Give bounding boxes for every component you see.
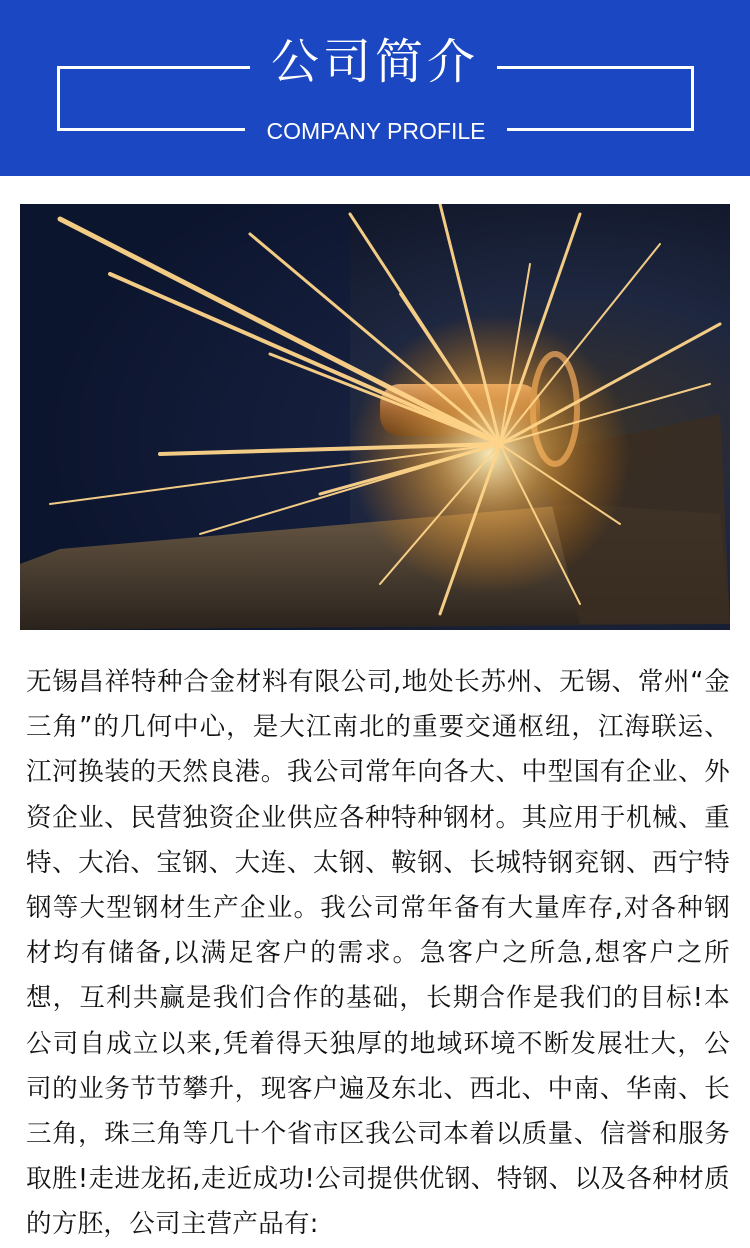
page-header: [0, 0, 750, 176]
subtitle-wrap: [245, 114, 507, 148]
company-intro-text: 无锡昌祥特种合金材料有限公司,地处长苏州、无锡、常州“金三角”的几何中心，是大江南北的重要交通枢纽，江海联运、江河换装的天然良港。我公司常年向各大、中型国有企业、外资企业、民营独资企业供应各种特种钢材。其应用于机械、重特、大冶、宝钢、大连、太钢、鞍钢、长城特钢兖钢、西宁特钢等大型钢材生产企业。我公司常年备有大量库存,对各种钢材均有储备,以满足客户的需求。急客户之所急,想客户之所想，互利共赢是我们合作的基础，长期合作是我们的目标!本公司自成立以来,凭着得天独厚的地域环境不断发展壮大，公司的业务节节攀升，现客户遍及东北、西北、中南、华南、长三角，珠三角等几十个省市区我公司本着以质量、信誉和服务取胜!走进龙拓,走近成功!公司提供优钢、特钢、以及各种材质的方胚，公司主营产品有:: [26, 667, 730, 1240]
photo-illustration: [20, 204, 730, 630]
grinding-sparks-image: [20, 204, 730, 630]
page-subtitle: COMPANY PROFILE: [266, 118, 486, 144]
page-title: 公司简介: [270, 34, 479, 90]
